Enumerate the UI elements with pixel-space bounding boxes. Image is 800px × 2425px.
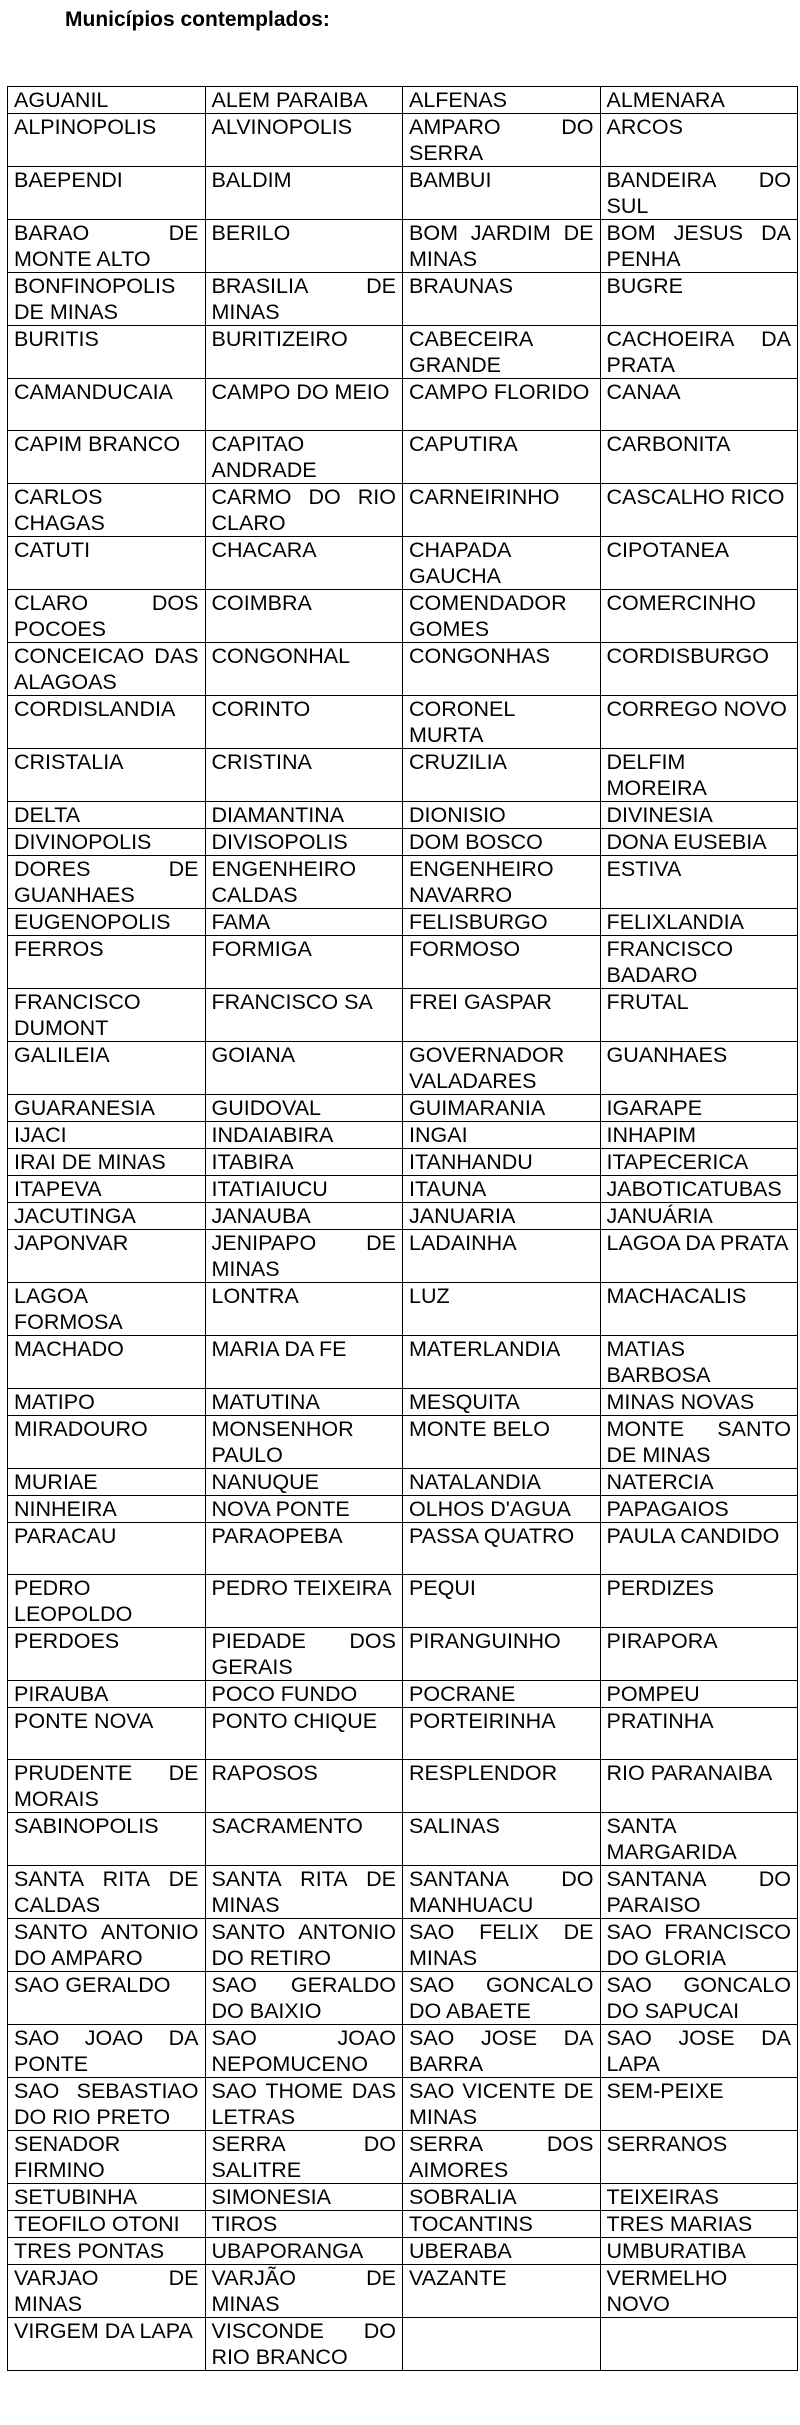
table-row	[8, 2025, 798, 2078]
table-row	[8, 2265, 798, 2318]
municipality-cell: MONTE BELO	[403, 1416, 601, 1469]
municipality-cell: EUGENOPOLIS	[8, 909, 206, 936]
municipality-cell: PRATINHA	[600, 1708, 798, 1760]
municipality-cell: PONTE NOVA	[8, 1708, 206, 1760]
municipality-cell: ALPINOPOLIS	[8, 114, 206, 167]
municipality-cell: CHAPADA GAUCHA	[403, 537, 601, 590]
municipality-cell: FELIXLANDIA	[600, 909, 798, 936]
municipality-cell: MESQUITA	[403, 1389, 601, 1416]
municipality-cell: CIPOTANEA	[600, 537, 798, 590]
municipality-cell: SAO JOAO NEPOMUCENO	[205, 2025, 403, 2078]
municipalities-table-body	[8, 87, 798, 2371]
municipality-cell: BUGRE	[600, 273, 798, 326]
municipality-cell: SANTO ANTONIO DO RETIRO	[205, 1919, 403, 1972]
municipality-cell: POCO FUNDO	[205, 1681, 403, 1708]
municipality-cell: FREI GASPAR	[403, 989, 601, 1042]
municipality-cell: CRISTINA	[205, 749, 403, 802]
table-row	[8, 326, 798, 379]
municipality-cell: CORONEL MURTA	[403, 696, 601, 749]
municipality-cell: IJACI	[8, 1122, 206, 1149]
municipality-cell: TEOFILO OTONI	[8, 2211, 206, 2238]
municipality-cell: PERDOES	[8, 1628, 206, 1681]
municipality-cell: CARLOS CHAGAS	[8, 484, 206, 537]
municipality-cell: DORES DE GUANHAES	[8, 856, 206, 909]
municipality-cell: RAPOSOS	[205, 1760, 403, 1813]
municipality-cell: MONSENHOR PAULO	[205, 1416, 403, 1469]
municipality-cell: DIVINESIA	[600, 802, 798, 829]
table-row	[8, 2078, 798, 2131]
municipality-cell: BOM JARDIM DE MINAS	[403, 220, 601, 273]
municipality-cell: ITANHANDU	[403, 1149, 601, 1176]
municipality-cell: SOBRALIA	[403, 2184, 601, 2211]
municipality-cell: PARAOPEBA	[205, 1523, 403, 1575]
table-row	[8, 1416, 798, 1469]
municipality-cell: JANUÁRIA	[600, 1203, 798, 1230]
municipality-cell: SAO JOSE DA LAPA	[600, 2025, 798, 2078]
municipality-cell: TRES PONTAS	[8, 2238, 206, 2265]
table-row	[8, 167, 798, 220]
municipality-cell: PIRAPORA	[600, 1628, 798, 1681]
municipality-cell: INHAPIM	[600, 1122, 798, 1149]
municipality-cell: DONA EUSEBIA	[600, 829, 798, 856]
municipality-cell: INGAI	[403, 1122, 601, 1149]
municipality-cell: MACHADO	[8, 1336, 206, 1389]
municipality-cell: PIRAUBA	[8, 1681, 206, 1708]
municipality-cell: ENGENHEIRO NAVARRO	[403, 856, 601, 909]
municipality-cell: SANTO ANTONIO DO AMPARO	[8, 1919, 206, 1972]
table-row	[8, 2184, 798, 2211]
table-row	[8, 1095, 798, 1122]
page-title: Municípios contemplados:	[65, 8, 330, 31]
municipality-cell: SAO GONCALO DO ABAETE	[403, 1972, 601, 2025]
municipality-cell: POMPEU	[600, 1681, 798, 1708]
municipality-cell: MARIA DA FE	[205, 1336, 403, 1389]
municipality-cell: PORTEIRINHA	[403, 1708, 601, 1760]
municipality-cell: CONCEICAO DAS ALAGOAS	[8, 643, 206, 696]
municipality-cell: ALFENAS	[403, 87, 601, 114]
municipality-cell: DIAMANTINA	[205, 802, 403, 829]
table-row	[8, 856, 798, 909]
municipality-cell: BAEPENDI	[8, 167, 206, 220]
municipality-cell: CORREGO NOVO	[600, 696, 798, 749]
municipality-cell: NINHEIRA	[8, 1496, 206, 1523]
municipality-cell: MATIPO	[8, 1389, 206, 1416]
table-row	[8, 829, 798, 856]
municipality-cell: MATIAS BARBOSA	[600, 1336, 798, 1389]
municipality-cell: RESPLENDOR	[403, 1760, 601, 1813]
municipality-cell: SANTA MARGARIDA	[600, 1813, 798, 1866]
municipality-cell: MIRADOURO	[8, 1416, 206, 1469]
municipality-cell: BURITIZEIRO	[205, 326, 403, 379]
municipality-cell: BONFINOPOLIS DE MINAS	[8, 273, 206, 326]
municipality-cell: MONTE SANTO DE MINAS	[600, 1416, 798, 1469]
municipality-cell: COMERCINHO	[600, 590, 798, 643]
municipality-cell: IGARAPE	[600, 1095, 798, 1122]
municipality-cell: SAO GERALDO	[8, 1972, 206, 2025]
municipality-cell: ENGENHEIRO CALDAS	[205, 856, 403, 909]
table-row	[8, 1523, 798, 1575]
municipality-cell: JABOTICATUBAS	[600, 1176, 798, 1203]
municipality-cell: CRISTALIA	[8, 749, 206, 802]
municipality-cell: ITAUNA	[403, 1176, 601, 1203]
municipality-cell: SEM-PEIXE	[600, 2078, 798, 2131]
table-row	[8, 802, 798, 829]
municipality-cell: TOCANTINS	[403, 2211, 601, 2238]
municipality-cell: CORDISLANDIA	[8, 696, 206, 749]
municipality-cell: CARNEIRINHO	[403, 484, 601, 537]
municipality-cell: PEDRO TEIXEIRA	[205, 1575, 403, 1628]
municipality-cell: ARCOS	[600, 114, 798, 167]
municipality-cell: OLHOS D'AGUA	[403, 1496, 601, 1523]
municipality-cell: SENADOR FIRMINO	[8, 2131, 206, 2184]
municipality-cell: BERILO	[205, 220, 403, 273]
municipality-cell: GUARANESIA	[8, 1095, 206, 1122]
municipality-cell: SAO FRANCISCO DO GLORIA	[600, 1919, 798, 1972]
table-row	[8, 2211, 798, 2238]
municipality-cell: PAPAGAIOS	[600, 1496, 798, 1523]
municipality-cell: SIMONESIA	[205, 2184, 403, 2211]
municipality-cell: PONTO CHIQUE	[205, 1708, 403, 1760]
municipality-cell: TIROS	[205, 2211, 403, 2238]
table-row	[8, 1469, 798, 1496]
municipality-cell: CONGONHAL	[205, 643, 403, 696]
municipality-cell: VIRGEM DA LAPA	[8, 2318, 206, 2371]
table-row	[8, 909, 798, 936]
table-row	[8, 220, 798, 273]
municipality-cell: PEDRO LEOPOLDO	[8, 1575, 206, 1628]
municipality-cell: NATERCIA	[600, 1469, 798, 1496]
table-row	[8, 1122, 798, 1149]
municipality-cell: VARJAO DE MINAS	[8, 2265, 206, 2318]
table-row	[8, 1149, 798, 1176]
municipality-cell: LUZ	[403, 1283, 601, 1336]
municipality-cell: POCRANE	[403, 1681, 601, 1708]
municipality-cell: CACHOEIRA DA PRATA	[600, 326, 798, 379]
municipality-cell: CASCALHO RICO	[600, 484, 798, 537]
municipality-cell: MATUTINA	[205, 1389, 403, 1416]
municipality-cell: INDAIABIRA	[205, 1122, 403, 1149]
table-row	[8, 484, 798, 537]
municipality-cell: SANTANA DO MANHUACU	[403, 1866, 601, 1919]
municipality-cell: FAMA	[205, 909, 403, 936]
municipality-cell: CAMPO FLORIDO	[403, 379, 601, 431]
municipality-cell: SACRAMENTO	[205, 1813, 403, 1866]
municipality-cell: AGUANIL	[8, 87, 206, 114]
municipality-cell: LADAINHA	[403, 1230, 601, 1283]
municipality-cell: CARMO DO RIO CLARO	[205, 484, 403, 537]
municipality-cell: JANAUBA	[205, 1203, 403, 1230]
municipality-cell: GOIANA	[205, 1042, 403, 1095]
municipality-cell	[403, 2318, 601, 2371]
municipality-cell: VISCONDE DO RIO BRANCO	[205, 2318, 403, 2371]
municipality-cell: MATERLANDIA	[403, 1336, 601, 1389]
table-row	[8, 114, 798, 167]
municipality-cell: FRANCISCO BADARO	[600, 936, 798, 989]
municipality-cell: SANTA RITA DE CALDAS	[8, 1866, 206, 1919]
municipality-cell: SERRA DOS AIMORES	[403, 2131, 601, 2184]
municipality-cell: CAPUTIRA	[403, 431, 601, 484]
municipality-cell: COIMBRA	[205, 590, 403, 643]
table-row	[8, 1972, 798, 2025]
municipality-cell: LONTRA	[205, 1283, 403, 1336]
municipality-cell: NATALANDIA	[403, 1469, 601, 1496]
municipality-cell: VAZANTE	[403, 2265, 601, 2318]
table-row	[8, 1681, 798, 1708]
municipality-cell: CLARO DOS POCOES	[8, 590, 206, 643]
municipality-cell: AMPARO DO SERRA	[403, 114, 601, 167]
municipality-cell: SALINAS	[403, 1813, 601, 1866]
municipality-cell: SAO JOSE DA BARRA	[403, 2025, 601, 2078]
table-row	[8, 1230, 798, 1283]
municipality-cell: FERROS	[8, 936, 206, 989]
municipality-cell: GUIMARANIA	[403, 1095, 601, 1122]
municipality-cell: BAMBUI	[403, 167, 601, 220]
municipality-cell: CATUTI	[8, 537, 206, 590]
table-row	[8, 1042, 798, 1095]
table-row	[8, 1389, 798, 1416]
table-row	[8, 87, 798, 114]
municipality-cell: JAPONVAR	[8, 1230, 206, 1283]
municipality-cell: SERRA DO SALITRE	[205, 2131, 403, 2184]
table-row	[8, 749, 798, 802]
municipality-cell: ITATIAIUCU	[205, 1176, 403, 1203]
municipality-cell: PAULA CANDIDO	[600, 1523, 798, 1575]
table-row	[8, 1919, 798, 1972]
table-row	[8, 590, 798, 643]
municipality-cell: JENIPAPO DE MINAS	[205, 1230, 403, 1283]
municipality-cell: PARACAU	[8, 1523, 206, 1575]
table-row	[8, 273, 798, 326]
table-row	[8, 2131, 798, 2184]
table-row	[8, 1283, 798, 1336]
table-row	[8, 2238, 798, 2265]
table-row	[8, 2318, 798, 2371]
municipality-cell: FRANCISCO SA	[205, 989, 403, 1042]
municipality-cell: UMBURATIBA	[600, 2238, 798, 2265]
table-row	[8, 696, 798, 749]
municipality-cell: ALVINOPOLIS	[205, 114, 403, 167]
municipality-cell: CABECEIRA GRANDE	[403, 326, 601, 379]
municipality-cell: CHACARA	[205, 537, 403, 590]
municipality-cell: PRUDENTE DE MORAIS	[8, 1760, 206, 1813]
municipality-cell: BALDIM	[205, 167, 403, 220]
table-row	[8, 1176, 798, 1203]
municipality-cell: ITAPECERICA	[600, 1149, 798, 1176]
municipality-cell: PIRANGUINHO	[403, 1628, 601, 1681]
municipality-cell: CAPITAO ANDRADE	[205, 431, 403, 484]
municipality-cell: SAO VICENTE DE MINAS	[403, 2078, 601, 2131]
municipality-cell: DIONISIO	[403, 802, 601, 829]
table-row	[8, 643, 798, 696]
municipality-cell: SAO FELIX DE MINAS	[403, 1919, 601, 1972]
table-row	[8, 936, 798, 989]
municipality-cell: DELTA	[8, 802, 206, 829]
table-row	[8, 989, 798, 1042]
municipalities-table	[7, 86, 798, 2371]
municipality-cell: DIVISOPOLIS	[205, 829, 403, 856]
municipality-cell: NANUQUE	[205, 1469, 403, 1496]
table-row	[8, 1203, 798, 1230]
municipality-cell: CONGONHAS	[403, 643, 601, 696]
municipality-cell: FORMOSO	[403, 936, 601, 989]
municipality-cell: MURIAE	[8, 1469, 206, 1496]
municipality-cell	[600, 2318, 798, 2371]
municipality-cell: UBAPORANGA	[205, 2238, 403, 2265]
municipality-cell: ITABIRA	[205, 1149, 403, 1176]
municipality-cell: JANUARIA	[403, 1203, 601, 1230]
municipality-cell: GUANHAES	[600, 1042, 798, 1095]
municipality-cell: ITAPEVA	[8, 1176, 206, 1203]
municipality-cell: SANTA RITA DE MINAS	[205, 1866, 403, 1919]
table-row	[8, 1708, 798, 1760]
table-row	[8, 1866, 798, 1919]
municipality-cell: CAMANDUCAIA	[8, 379, 206, 431]
municipality-cell: MINAS NOVAS	[600, 1389, 798, 1416]
municipality-cell: CORDISBURGO	[600, 643, 798, 696]
table-row	[8, 1496, 798, 1523]
table-row	[8, 1760, 798, 1813]
municipality-cell: SANTANA DO PARAISO	[600, 1866, 798, 1919]
municipality-cell: UBERABA	[403, 2238, 601, 2265]
municipality-cell: BURITIS	[8, 326, 206, 379]
municipality-cell: PIEDADE DOS GERAIS	[205, 1628, 403, 1681]
municipality-cell: GOVERNADOR VALADARES	[403, 1042, 601, 1095]
municipality-cell: SAO THOME DAS LETRAS	[205, 2078, 403, 2131]
table-row	[8, 1336, 798, 1389]
municipality-cell: NOVA PONTE	[205, 1496, 403, 1523]
municipality-cell: SETUBINHA	[8, 2184, 206, 2211]
municipality-cell: RIO PARANAIBA	[600, 1760, 798, 1813]
municipality-cell: IRAI DE MINAS	[8, 1149, 206, 1176]
table-row	[8, 537, 798, 590]
table-row	[8, 431, 798, 484]
municipality-cell: SERRANOS	[600, 2131, 798, 2184]
municipality-cell: DOM BOSCO	[403, 829, 601, 856]
municipality-cell: CORINTO	[205, 696, 403, 749]
municipality-cell: BOM JESUS DA PENHA	[600, 220, 798, 273]
municipality-cell: CAMPO DO MEIO	[205, 379, 403, 431]
municipality-cell: ALEM PARAIBA	[205, 87, 403, 114]
municipality-cell: PASSA QUATRO	[403, 1523, 601, 1575]
municipality-cell: COMENDADOR GOMES	[403, 590, 601, 643]
table-row	[8, 1813, 798, 1866]
municipality-cell: ESTIVA	[600, 856, 798, 909]
municipality-cell: GALILEIA	[8, 1042, 206, 1095]
municipality-cell: DELFIM MOREIRA	[600, 749, 798, 802]
municipality-cell: BANDEIRA DO SUL	[600, 167, 798, 220]
table-row	[8, 1575, 798, 1628]
municipality-cell: VERMELHO NOVO	[600, 2265, 798, 2318]
municipality-cell: TRES MARIAS	[600, 2211, 798, 2238]
municipality-cell: CRUZILIA	[403, 749, 601, 802]
municipality-cell: LAGOA FORMOSA	[8, 1283, 206, 1336]
municipality-cell: PERDIZES	[600, 1575, 798, 1628]
municipality-cell: SAO GERALDO DO BAIXIO	[205, 1972, 403, 2025]
municipality-cell: VARJÃO DE MINAS	[205, 2265, 403, 2318]
municipality-cell: CARBONITA	[600, 431, 798, 484]
municipality-cell: FORMIGA	[205, 936, 403, 989]
table-row	[8, 379, 798, 431]
municipality-cell: FRUTAL	[600, 989, 798, 1042]
municipality-cell: CANAA	[600, 379, 798, 431]
municipality-cell: ALMENARA	[600, 87, 798, 114]
municipality-cell: BRAUNAS	[403, 273, 601, 326]
municipality-cell: LAGOA DA PRATA	[600, 1230, 798, 1283]
municipality-cell: SAO GONCALO DO SAPUCAI	[600, 1972, 798, 2025]
municipality-cell: PEQUI	[403, 1575, 601, 1628]
municipality-cell: BARAO DE MONTE ALTO	[8, 220, 206, 273]
municipality-cell: SAO SEBASTIAO DO RIO PRETO	[8, 2078, 206, 2131]
municipality-cell: DIVINOPOLIS	[8, 829, 206, 856]
municipality-cell: SABINOPOLIS	[8, 1813, 206, 1866]
table-row	[8, 1628, 798, 1681]
municipality-cell: FELISBURGO	[403, 909, 601, 936]
municipality-cell: CAPIM BRANCO	[8, 431, 206, 484]
municipality-cell: SAO JOAO DA PONTE	[8, 2025, 206, 2078]
municipality-cell: MACHACALIS	[600, 1283, 798, 1336]
municipality-cell: GUIDOVAL	[205, 1095, 403, 1122]
municipality-cell: BRASILIA DE MINAS	[205, 273, 403, 326]
municipality-cell: TEIXEIRAS	[600, 2184, 798, 2211]
municipality-cell: JACUTINGA	[8, 1203, 206, 1230]
municipality-cell: FRANCISCO DUMONT	[8, 989, 206, 1042]
